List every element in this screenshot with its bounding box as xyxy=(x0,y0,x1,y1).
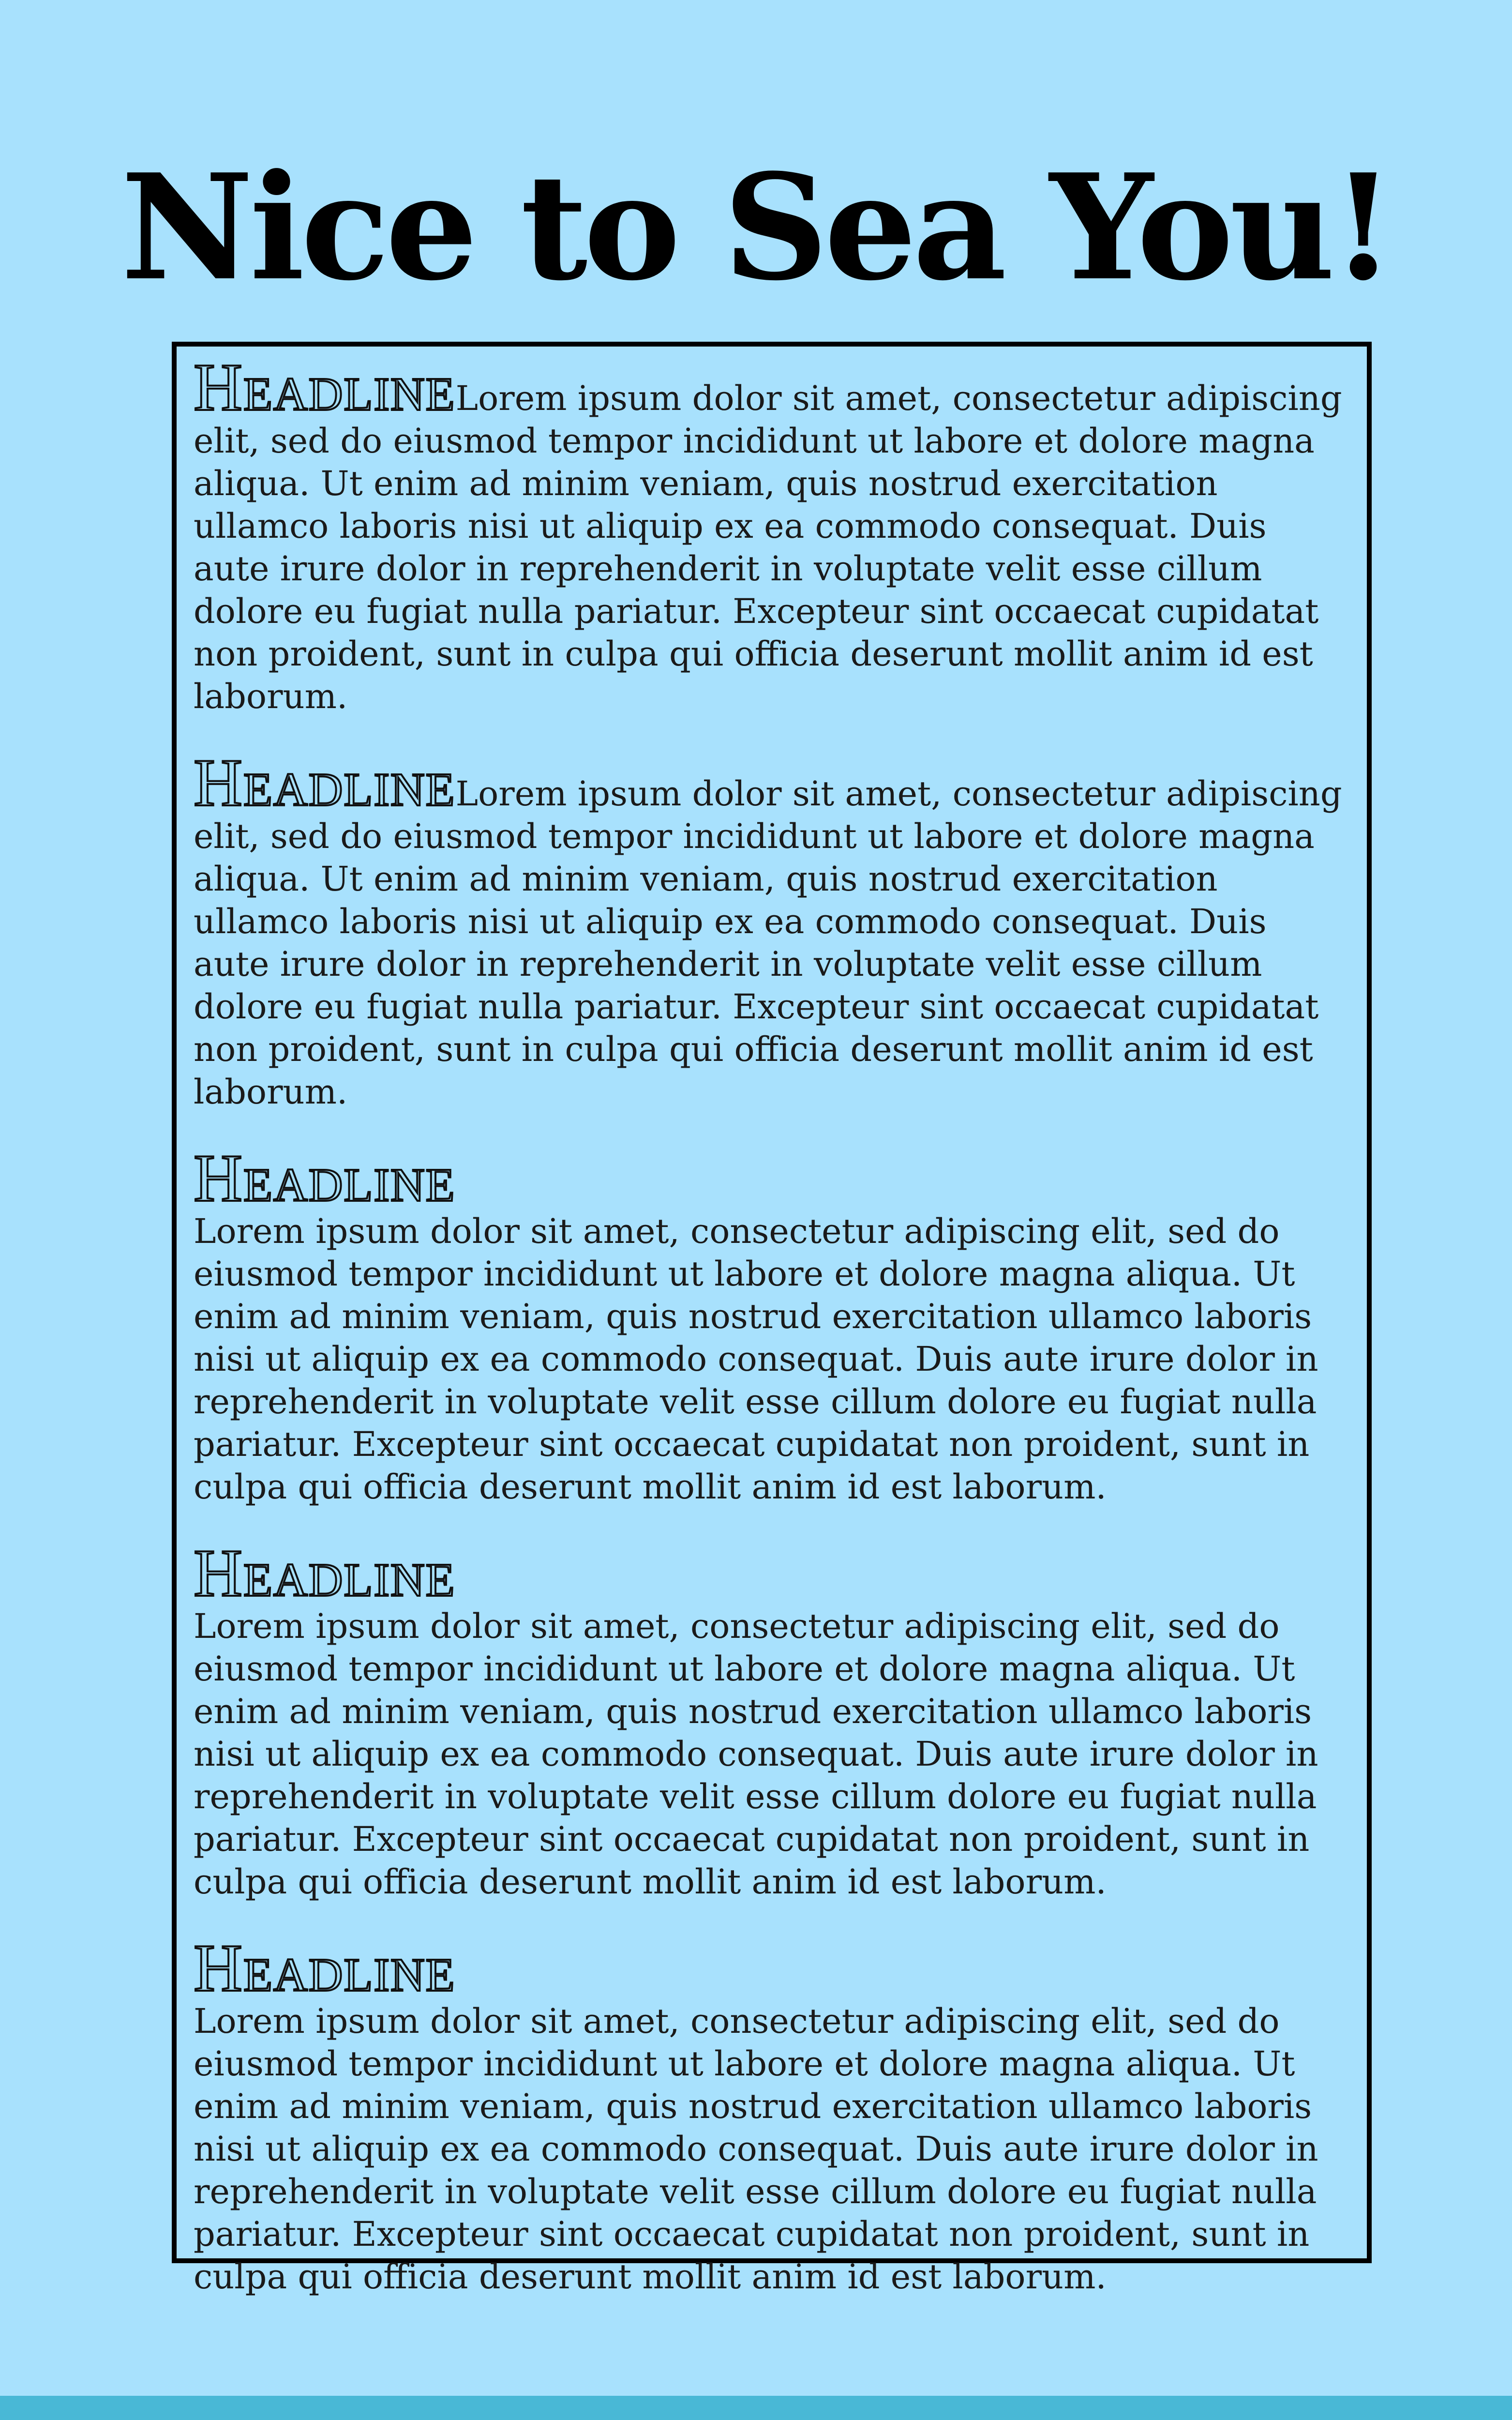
article-body: Lorem ipsum dolor sit amet, consectetur adipiscing elit, sed do eiusmod tempor incididunt ut labore et dolore magna aliqua. Ut enim ad minim veniam, quis nostrud exercitation ullamco laboris nisi ut aliquip ex ea commodo consequat. Duis aute irure dolor in reprehenderit in voluptate velit esse cillum dolore eu fugiat nulla pariatur. Excepteur sint occaecat cupidatat non proident, sunt in culpa qui officia deserunt mollit anim id est laborum. xyxy=(194,2001,1318,2297)
article-4 xyxy=(194,1536,1343,1903)
article-body: Lorem ipsum dolor sit amet, consectetur adipiscing elit, sed do eiusmod tempor incididunt ut labore et dolore magna aliqua. Ut enim ad minim veniam, quis nostrud exercitation ullamco laboris nisi ut aliquip ex ea commodo consequat. Duis aute irure dolor in reprehenderit in voluptate velit esse cillum dolore eu fugiat nulla pariatur. Excepteur sint occaecat cupidatat non proident, sunt in culpa qui officia deserunt mollit anim id est laborum. xyxy=(194,378,1342,716)
article-body: Lorem ipsum dolor sit amet, consectetur adipiscing elit, sed do eiusmod tempor incididunt ut labore et dolore magna aliqua. Ut enim ad minim veniam, quis nostrud exercitation ullamco laboris nisi ut aliquip ex ea commodo consequat. Duis aute irure dolor in reprehenderit in voluptate velit esse cillum dolore eu fugiat nulla pariatur. Excepteur sint occaecat cupidatat non proident, sunt in culpa qui officia deserunt mollit anim id est laborum. xyxy=(194,1211,1318,1507)
article-headline: Headline xyxy=(194,350,456,425)
content-box xyxy=(172,342,1372,2297)
article-headline: Headline xyxy=(194,745,456,820)
article-body: Lorem ipsum dolor sit amet, consectetur adipiscing elit, sed do eiusmod tempor incididunt ut labore et dolore magna aliqua. Ut enim ad minim veniam, quis nostrud exercitation ullamco laboris nisi ut aliquip ex ea commodo consequat. Duis aute irure dolor in reprehenderit in voluptate velit esse cillum dolore eu fugiat nulla pariatur. Excepteur sint occaecat cupidatat non proident, sunt in culpa qui officia deserunt mollit anim id est laborum. xyxy=(194,774,1342,1112)
bottom-nav-bar xyxy=(0,2396,1512,2420)
article-2 xyxy=(194,745,1343,1113)
article-body: Lorem ipsum dolor sit amet, consectetur adipiscing elit, sed do eiusmod tempor incididunt ut labore et dolore magna aliqua. Ut enim ad minim veniam, quis nostrud exercitation ullamco laboris nisi ut aliquip ex ea commodo consequat. Duis aute irure dolor in reprehenderit in voluptate velit esse cillum dolore eu fugiat nulla pariatur. Excepteur sint occaecat cupidatat non proident, sunt in culpa qui officia deserunt mollit anim id est laborum. xyxy=(194,1606,1318,1902)
article-headline: Headline xyxy=(194,1141,456,1216)
article-headline: Headline xyxy=(194,1931,456,2006)
article-5 xyxy=(194,1931,1343,2298)
article-headline: Headline xyxy=(194,1536,456,1611)
article-1 xyxy=(194,350,1343,718)
page-title: Nice to Sea You! xyxy=(120,142,1392,313)
article-3 xyxy=(194,1141,1343,1508)
